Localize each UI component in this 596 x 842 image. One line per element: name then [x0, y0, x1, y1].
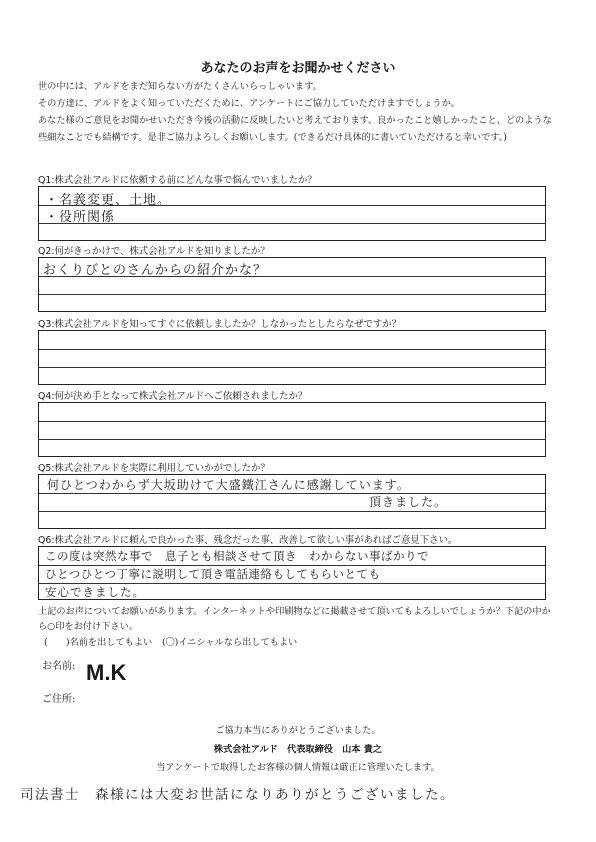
question-4-answer-box[interactable]: [38, 402, 546, 457]
intro-line: あなた様のご意見をお聞かせいただき今後の活動に反映したいと考えております。良かったこと嬉しかったこと、どのような: [38, 115, 552, 126]
answer-line: ・名義変更、土地。: [45, 193, 172, 208]
question-1-label: Q1:株式会社アルドに依頼する前にどんな事で悩んでいましたか？: [38, 175, 317, 186]
answer-line: ・役所関係: [45, 210, 116, 225]
intro-line: 世の中には、アルドをまだ知らない方がたくさんいらっしゃいます。: [38, 81, 322, 92]
footer-company: 株式会社アルド 代表取締役 山本 貴之: [213, 744, 383, 755]
consent-option-initials[interactable]: (〇)イニシャルなら出してもよい: [162, 637, 298, 648]
address-label: ご住所:: [42, 694, 76, 705]
name-value[interactable]: M.K: [86, 660, 127, 685]
answer-line: 頂きました。: [369, 495, 448, 509]
footer-thanks: ご協力本当にありがとうございました。: [215, 725, 381, 736]
consent-option-name[interactable]: ( )名前を出してもよい: [44, 637, 153, 648]
question-3-answer-box[interactable]: [38, 330, 546, 385]
question-2-answer-box[interactable]: [38, 257, 546, 312]
answer-line: 安心できました。: [45, 585, 145, 599]
answer-line: この度は突然な事で 息子とも相談させて頂き わからない事ばかりで: [45, 549, 429, 563]
consent-text: ら○印をお付け下さい。: [38, 621, 138, 632]
question-5-answer-box[interactable]: [38, 474, 546, 529]
question-1-answer-box[interactable]: [38, 186, 546, 241]
question-5-label: Q5:株式会社アルドを実際に利用していかがでしたか？: [38, 463, 270, 474]
intro-line: その方達に、アルドをよく知っていただくために、アンケートにご協力していただけますでしょうか。: [38, 98, 460, 109]
answer-line: ひとつひとつ丁寧に説明して頂き電話連絡もしてもらいとても: [45, 567, 381, 581]
intro-text: [38, 78, 568, 146]
question-2-label: Q2:何がきっかけで、株式会社アルドを知りましたか？: [38, 246, 270, 257]
answer-line: 何ひとつわからず大坂助けて大盛鐵江さんに感謝しています。: [47, 478, 410, 492]
consent-text: 上記のお声についてお願いがあります。インターネットや印刷物などに掲載させて頂いてもよろしいでしょうか？下記の中か: [38, 606, 551, 617]
page-title: あなたのお声をお聞かせください: [200, 61, 396, 76]
intro-line: 些細なことでも結構です。是非ご協力よろしくお願いします。(できるだけ具体的に書いていただけると幸いです。): [38, 132, 507, 143]
name-label: お名前:: [42, 661, 76, 672]
handwritten-note: 司法書士 森様には大変お世話になりありがとうございました。: [20, 787, 455, 803]
answer-line: おくりびとのさんからの紹介かな？: [43, 263, 268, 278]
question-6-label: Q6:株式会社アルドに頼んで良かった事、残念だった事、改善して欲しい事があればご意見下さい。: [38, 535, 458, 546]
question-4-label: Q4:何が決め手となって株式会社アルドへご依頼されましたか？: [38, 391, 308, 402]
footer-privacy: 当アンケートで取得したお客様の個人情報は厳正に管理いたします。: [156, 762, 440, 773]
question-6-answer-box[interactable]: [38, 546, 546, 600]
question-3-label: Q3:株式会社アルドを知ってすぐに依頼しましたか？しなかったとしたらなぜですか？: [38, 319, 402, 330]
